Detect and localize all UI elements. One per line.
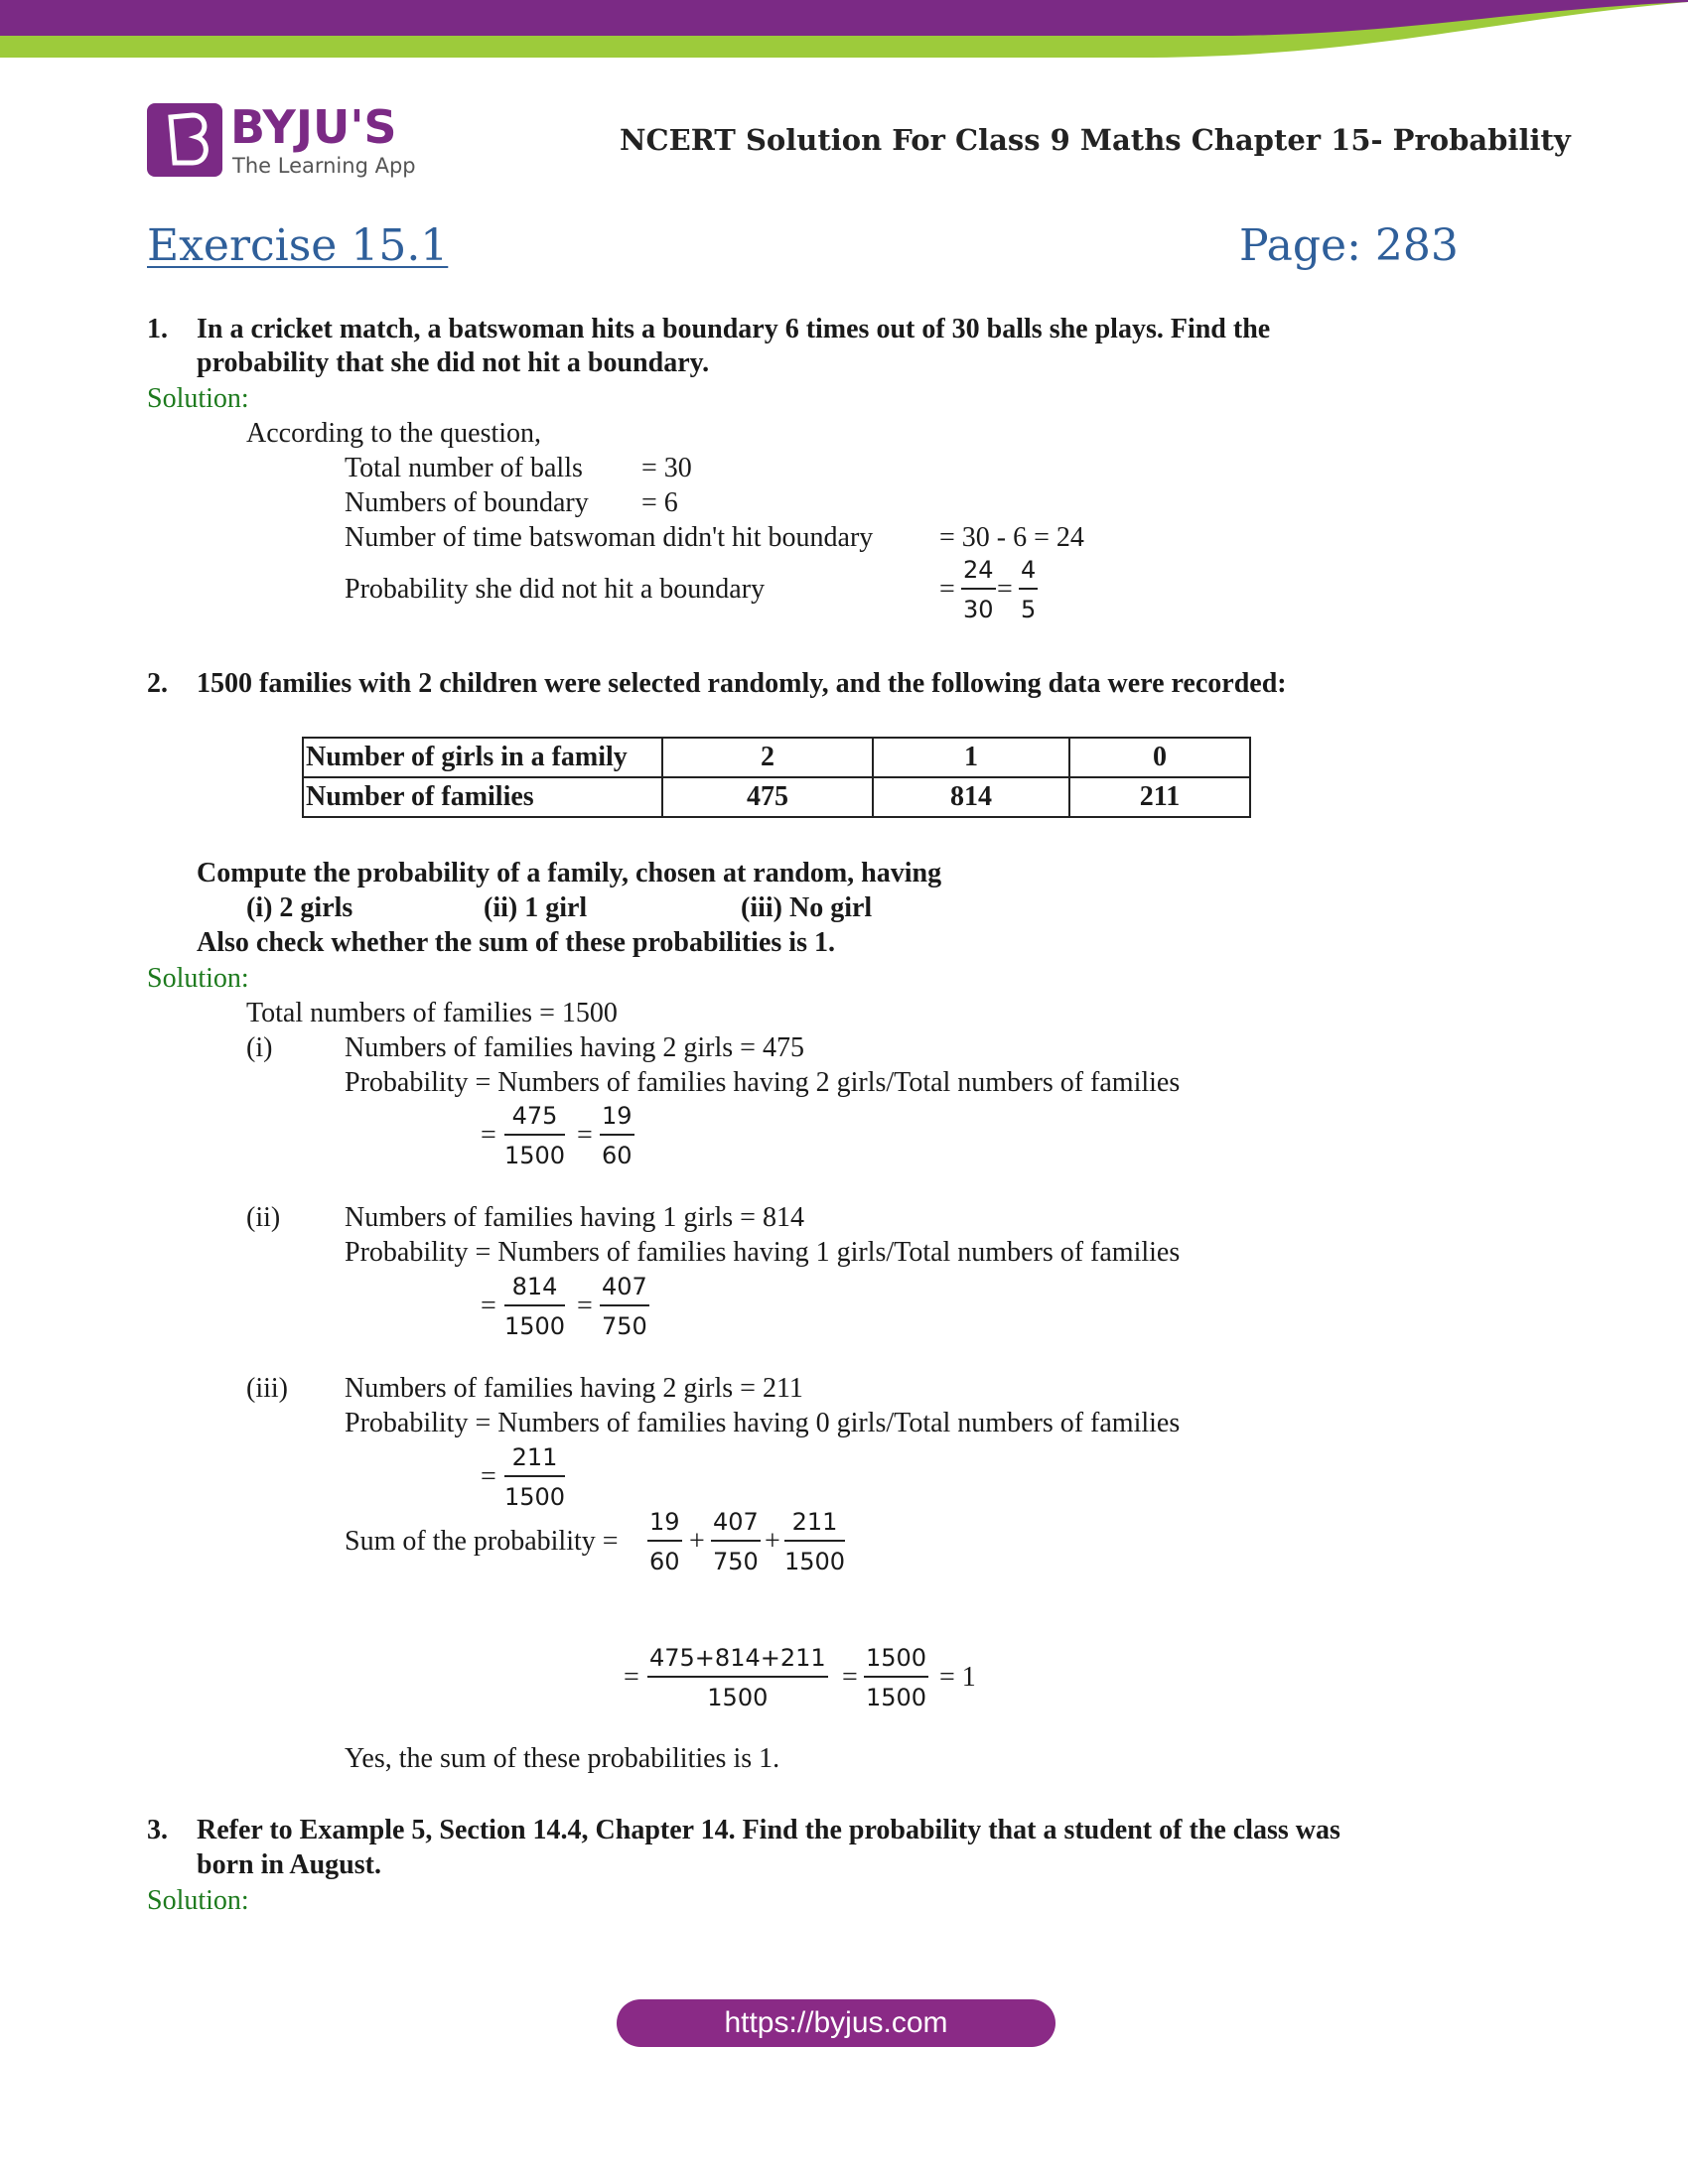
equals-sign: =	[481, 1291, 496, 1321]
fraction: 407 750	[602, 1273, 647, 1340]
families-data-table	[302, 737, 1251, 818]
question-option: (iii) No girl	[741, 892, 873, 923]
solution-label: Solution:	[147, 1885, 249, 1916]
fraction: 475 1500	[504, 1102, 566, 1169]
equals-sign: =	[842, 1662, 858, 1693]
top-banner	[0, 0, 1688, 62]
table-cell: Number of families	[303, 777, 662, 817]
table-row	[303, 738, 1250, 777]
equals-sign: =	[481, 1461, 496, 1492]
solution-label: Solution:	[147, 963, 249, 994]
conclusion-text: Yes, the sum of these probabilities is 1.	[345, 1743, 780, 1774]
table-cell: 0	[1069, 738, 1250, 777]
table-cell: 814	[873, 777, 1069, 817]
question-number: 2.	[147, 668, 168, 699]
question-text: Also check whether the sum of these probabilities is 1.	[197, 927, 835, 958]
logo-tagline: The Learning App	[232, 154, 416, 178]
solution-line: Number of time batswoman didn't hit boundary	[345, 522, 874, 553]
table-cell: 475	[662, 777, 873, 817]
fraction: 211 1500	[784, 1508, 846, 1575]
equals-sign: =	[577, 1291, 593, 1321]
fraction: 814 1500	[504, 1273, 566, 1340]
equals-sign: =	[939, 574, 955, 605]
document-header-title: NCERT Solution For Class 9 Maths Chapter 15- Probability	[620, 123, 1571, 157]
question-number: 1.	[147, 314, 168, 344]
solution-line: Total numbers of families = 1500	[246, 998, 618, 1028]
equals-sign: =	[577, 1120, 593, 1151]
solution-line: Probability = Numbers of families having 1 girls/Total numbers of families	[345, 1237, 1181, 1268]
part-label: (i)	[246, 1032, 273, 1063]
page-number: Page: 283	[1239, 220, 1459, 271]
equals-sign: =	[624, 1662, 639, 1693]
fraction: 4 5	[1021, 556, 1037, 623]
question-option: (i) 2 girls	[246, 892, 353, 923]
fraction: 407 750	[713, 1508, 759, 1575]
solution-value: = 30	[641, 453, 692, 483]
table-cell: Number of girls in a family	[303, 738, 662, 777]
byjus-logo	[147, 99, 435, 181]
solution-line: Numbers of families having 1 girls = 814	[345, 1202, 804, 1233]
solution-value: = 6	[641, 487, 678, 518]
question-number: 3.	[147, 1815, 168, 1845]
solution-line: Numbers of families having 2 girls = 475	[345, 1032, 804, 1063]
solution-label: Solution:	[147, 383, 249, 414]
question-text: 1500 families with 2 children were selected randomly, and the following data were recorded:	[197, 668, 1287, 699]
solution-line: Total number of balls	[345, 453, 583, 483]
table-cell: 2	[662, 738, 873, 777]
solution-line: Probability = Numbers of families having 2 girls/Total numbers of families	[345, 1067, 1181, 1098]
question-option: (ii) 1 girl	[484, 892, 588, 923]
exercise-title: Exercise 15.1	[147, 220, 449, 271]
solution-line: According to the question,	[246, 418, 542, 449]
fraction: 1500 1500	[866, 1644, 927, 1711]
fraction: 19 60	[602, 1102, 633, 1169]
plus-sign: +	[689, 1526, 705, 1557]
fraction: 475+814+211 1500	[649, 1644, 826, 1711]
equals-sign: =	[481, 1120, 496, 1151]
result-value: = 1	[939, 1662, 976, 1693]
solution-line: Probability she did not hit a boundary	[345, 574, 766, 605]
equals-sign: =	[997, 574, 1013, 605]
table-cell: 1	[873, 738, 1069, 777]
fraction: 24 30	[963, 556, 994, 623]
table-row	[303, 777, 1250, 817]
question-text: In a cricket match, a batswoman hits a boundary 6 times out of 30 balls she plays. Find the	[197, 314, 1271, 344]
solution-line: Probability = Numbers of families having 0 girls/Total numbers of families	[345, 1408, 1181, 1438]
fraction: 211 1500	[504, 1443, 566, 1511]
plus-sign: +	[765, 1526, 780, 1557]
solution-line: Sum of the probability =	[345, 1526, 619, 1557]
question-text: Refer to Example 5, Section 14.4, Chapter 14. Find the probability that a student of the class was	[197, 1815, 1340, 1845]
solution-value: = 30 - 6 = 24	[939, 522, 1084, 553]
solution-line: Numbers of families having 2 girls = 211	[345, 1373, 803, 1404]
part-label: (iii)	[246, 1373, 288, 1404]
part-label: (ii)	[246, 1202, 281, 1233]
solution-line: Numbers of boundary	[345, 487, 589, 518]
fraction: 19 60	[649, 1508, 680, 1575]
table-cell: 211	[1069, 777, 1250, 817]
question-text: born in August.	[197, 1849, 381, 1880]
footer-url-link[interactable]: https://byjus.com	[617, 1999, 1055, 2047]
question-text: Compute the probability of a family, chosen at random, having	[197, 858, 942, 888]
logo-wordmark: BYJU'S	[230, 100, 397, 154]
question-text: probability that she did not hit a boundary.	[197, 347, 710, 378]
